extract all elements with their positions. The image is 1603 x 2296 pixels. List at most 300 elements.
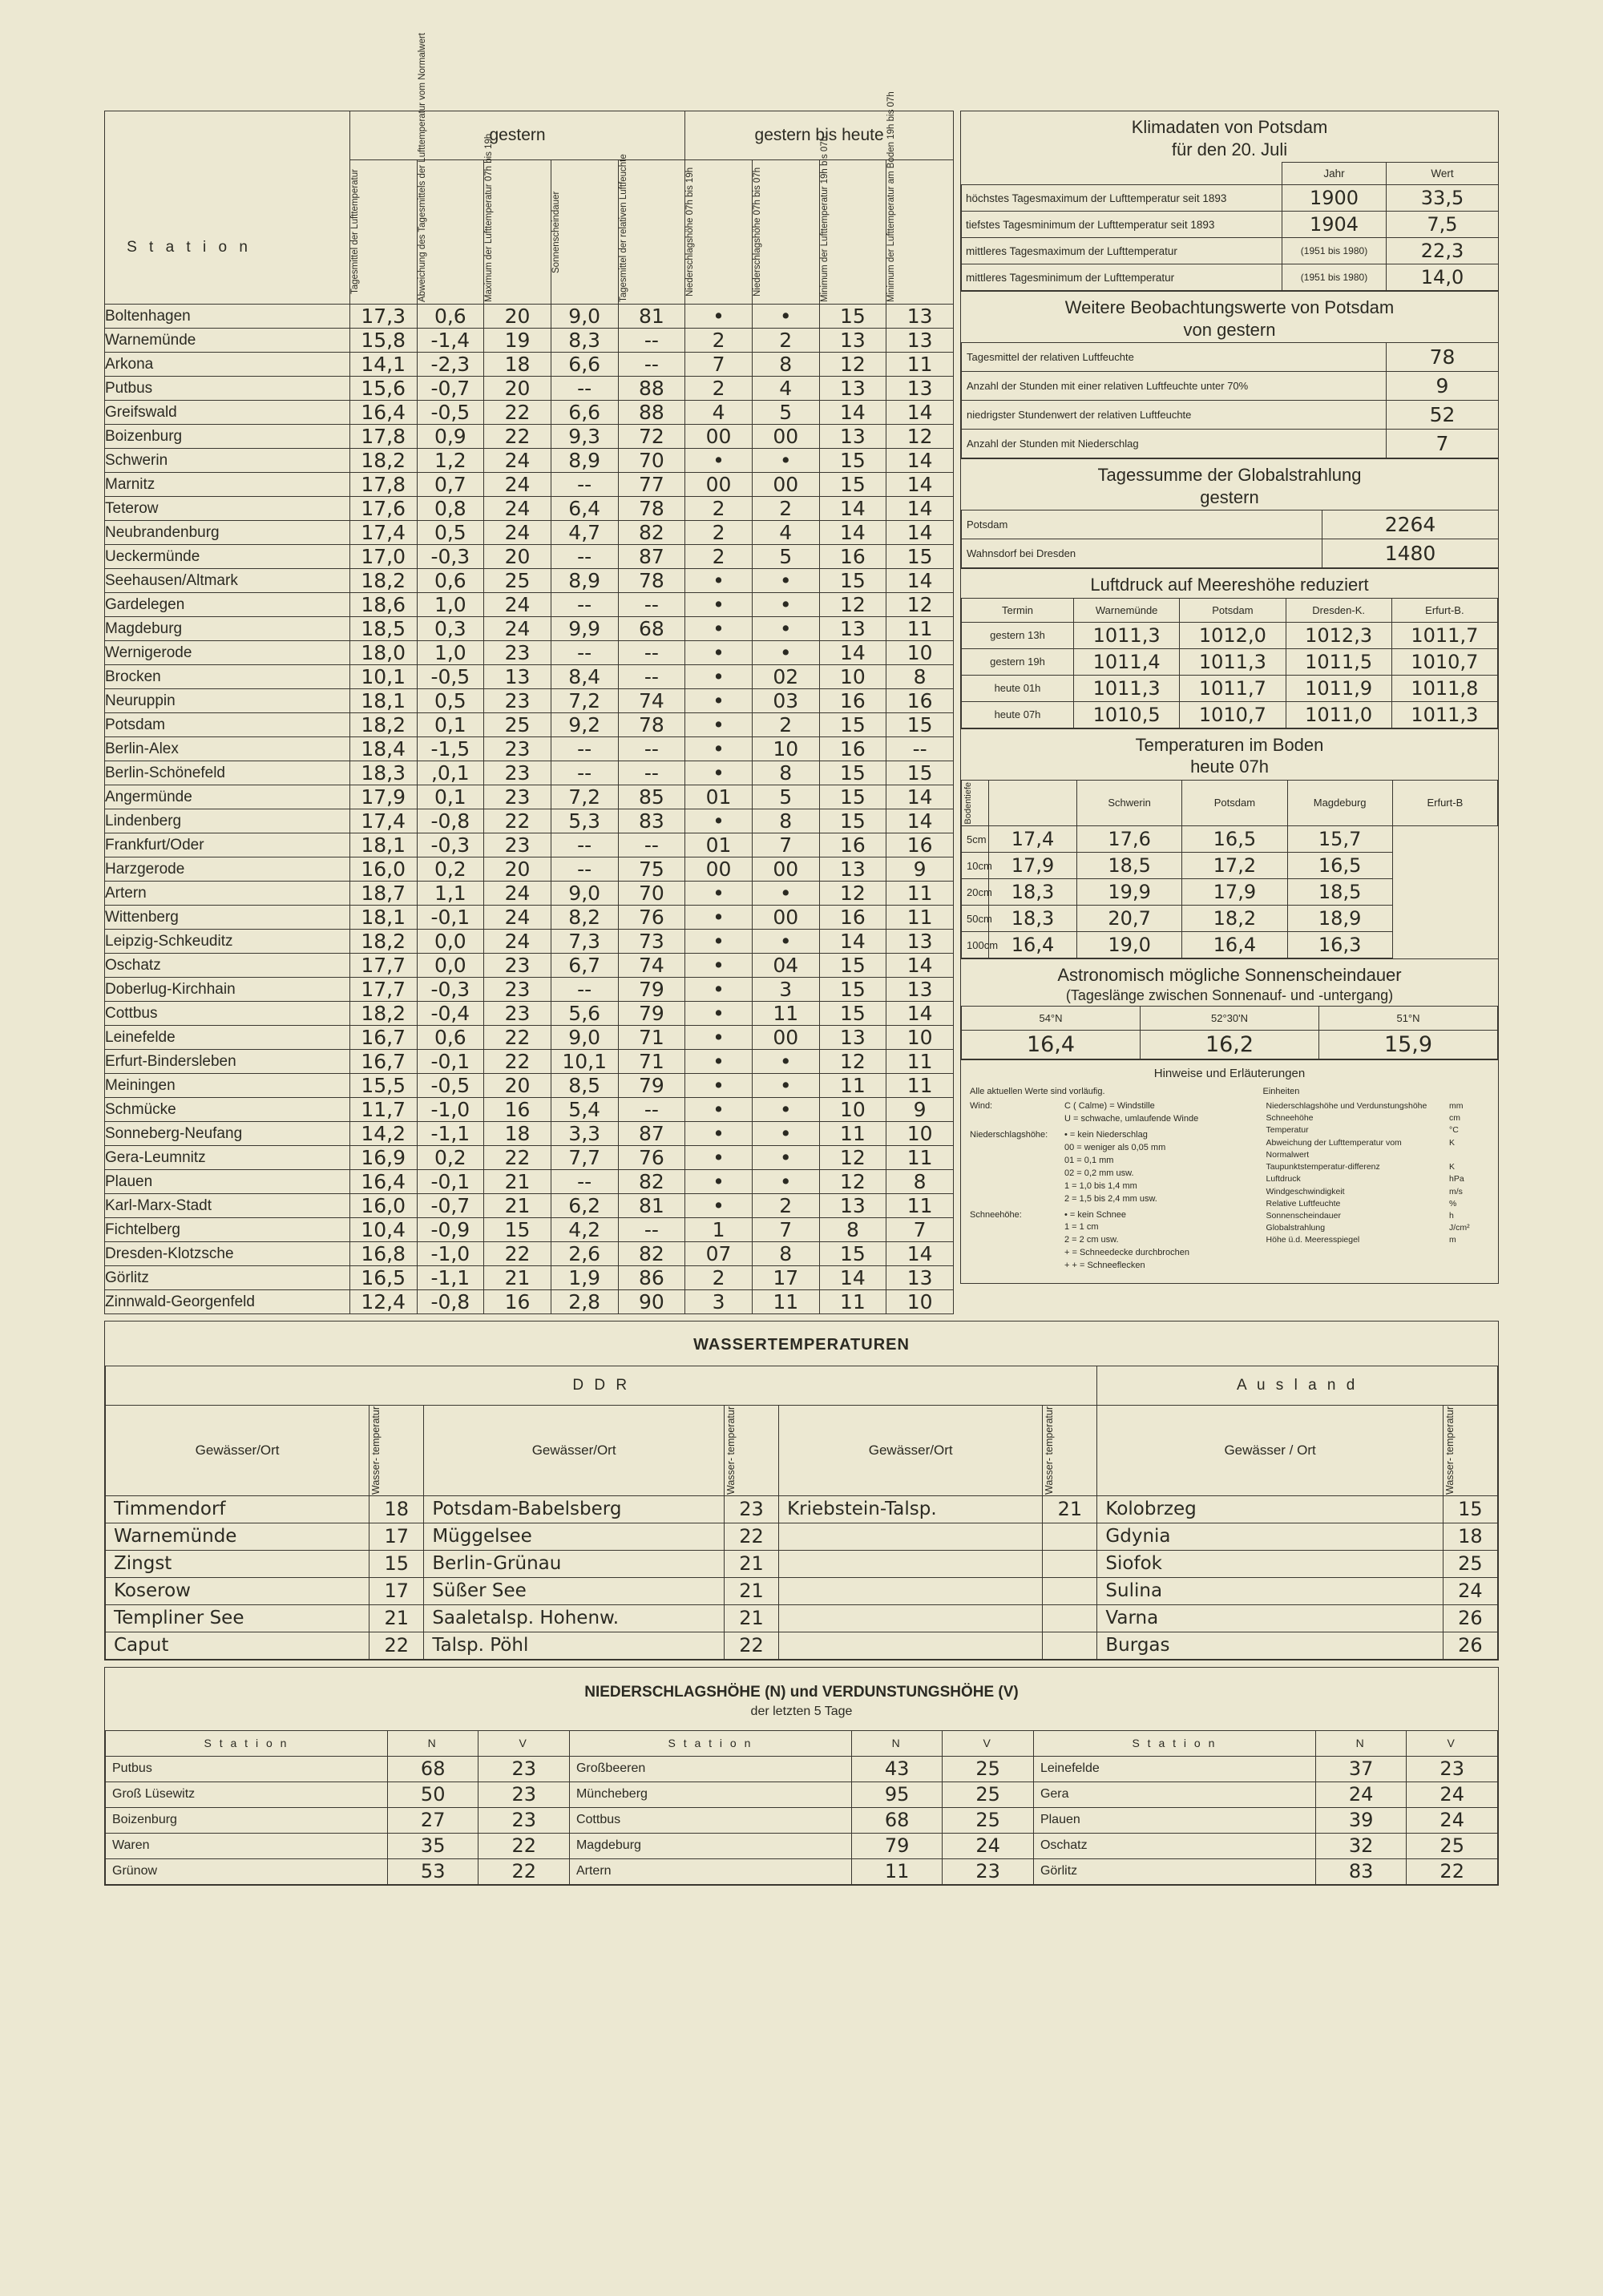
luftdruck-header-0: Termin (962, 598, 1074, 622)
cell-value-1: 0,2 (417, 1146, 484, 1170)
cell-value-1: -0,3 (417, 833, 484, 857)
prec-v-2: 24 (1407, 1807, 1498, 1833)
cell-value-2: 23 (484, 641, 551, 665)
prec-station-header-1: S t a t i o n (569, 1730, 851, 1756)
cell-value-8: 9 (886, 857, 954, 882)
weitere-value: 78 (1387, 343, 1499, 372)
table-row (105, 761, 954, 785)
table-row (105, 1074, 954, 1098)
unit-symbol: m (1449, 1235, 1456, 1245)
station-name: Marnitz (105, 473, 350, 497)
station-name: Karl-Marx-Stadt (105, 1194, 350, 1218)
station-column-label: S t a t i o n (127, 239, 252, 256)
column-header-6 (752, 160, 819, 305)
station-name: Schwerin (105, 449, 350, 473)
cell-value-5: • (685, 737, 753, 761)
table-row (105, 425, 954, 449)
water-place-2 (779, 1550, 1043, 1577)
cell-value-8: 15 (886, 761, 954, 785)
column-header-8 (886, 91, 954, 305)
weitere-table (961, 342, 1499, 458)
cell-value-2: 24 (484, 617, 551, 641)
hinweis-line: 2 = 2 cm usw. (1064, 1235, 1119, 1245)
water-temp-2 (1043, 1632, 1097, 1659)
table-row (105, 1218, 954, 1242)
water-place-0: Templiner See (106, 1604, 369, 1632)
cell-value-1: 0,6 (417, 1026, 484, 1050)
cell-value-8: 16 (886, 833, 954, 857)
boden-value-1: 20,7 (1077, 906, 1182, 932)
prec-v-1: 24 (943, 1833, 1034, 1858)
cell-value-5: • (685, 809, 753, 833)
prec-v-0: 22 (478, 1833, 570, 1858)
water-place-3: Siofok (1097, 1550, 1443, 1577)
prec-n-1: 43 (851, 1756, 943, 1782)
cell-value-6: 04 (752, 954, 819, 978)
cell-value-6: • (752, 930, 819, 954)
cell-value-3: 3,3 (551, 1122, 618, 1146)
cell-value-1: -0,9 (417, 1218, 484, 1242)
cell-value-6: 8 (752, 809, 819, 833)
table-row (105, 1266, 954, 1290)
sonne-title-line1: Astronomisch mögliche Sonnenscheindauer (1057, 965, 1402, 986)
cell-value-8: 11 (886, 1074, 954, 1098)
klima-wert: 33,5 (1387, 185, 1499, 212)
prec-n-1: 68 (851, 1807, 943, 1833)
cell-value-5: • (685, 569, 753, 593)
cell-value-7: 14 (819, 521, 886, 545)
cell-value-6: • (752, 641, 819, 665)
cell-value-1: 0,5 (417, 521, 484, 545)
hinweis-line: 02 = 0,2 mm usw. (1064, 1168, 1134, 1178)
cell-value-8: 14 (886, 1002, 954, 1026)
cell-value-7: 13 (819, 425, 886, 449)
klimadaten-table (961, 162, 1499, 291)
station-name: Greifswald (105, 401, 350, 425)
table-row (962, 238, 1499, 264)
cell-value-4: 85 (618, 785, 685, 809)
table-row (105, 809, 954, 833)
weather-report-sheet (104, 33, 1499, 2194)
luftdruck-value-0: 1011,4 (1074, 648, 1180, 675)
station-name: Plauen (105, 1170, 350, 1194)
cell-value-5: 7 (685, 353, 753, 377)
water-temp-0: 22 (369, 1632, 424, 1659)
cell-value-8: 13 (886, 305, 954, 329)
water-place-2 (779, 1577, 1043, 1604)
boden-depth: 5cm (962, 826, 989, 853)
cell-value-2: 16 (484, 1098, 551, 1122)
water-temp-1: 22 (724, 1523, 778, 1550)
prec-station-1: Magdeburg (569, 1833, 851, 1858)
unit-row-7 (1263, 1198, 1489, 1210)
column-header-5 (685, 160, 753, 305)
cell-value-5: • (685, 641, 753, 665)
klimadaten-title (961, 111, 1498, 162)
water-place-0: Caput (106, 1632, 369, 1659)
cell-value-6: • (752, 305, 819, 329)
water-temp-3: 25 (1443, 1550, 1497, 1577)
cell-value-4: 74 (618, 954, 685, 978)
water-place-1: Süßer See (424, 1577, 725, 1604)
cell-value-0: 14,2 (349, 1122, 417, 1146)
cell-value-8: 11 (886, 906, 954, 930)
prec-n-2: 37 (1315, 1756, 1407, 1782)
cell-value-8: 14 (886, 401, 954, 425)
cell-value-2: 18 (484, 1122, 551, 1146)
header-gestern-bis-heute: gestern bis heute (685, 111, 954, 160)
water-temp-0: 18 (369, 1495, 424, 1523)
cell-value-5: 2 (685, 545, 753, 569)
boden-value-3: 15,7 (1287, 826, 1392, 853)
cell-value-2: 20 (484, 1074, 551, 1098)
cell-value-7: 15 (819, 954, 886, 978)
prec-station-0: Boizenburg (106, 1807, 388, 1833)
table-row (105, 545, 954, 569)
unit-name: Sonnenscheindauer (1266, 1211, 1341, 1221)
cell-value-3: 9,0 (551, 882, 618, 906)
prec-n-0: 27 (387, 1807, 478, 1833)
cell-value-5: • (685, 761, 753, 785)
klima-jahr: (1951 bis 1980) (1282, 264, 1387, 291)
column-header-1 (417, 33, 484, 305)
boden-value-2: 17,2 (1182, 853, 1287, 879)
global-title-line1: Tagessumme der Globalstrahlung (1097, 465, 1362, 485)
hinweise-box (960, 1060, 1499, 1284)
cell-value-8: 10 (886, 1122, 954, 1146)
station-name: Angermünde (105, 785, 350, 809)
cell-value-5: 00 (685, 425, 753, 449)
table-row (106, 1833, 1498, 1858)
cell-value-3: 9,3 (551, 425, 618, 449)
cell-value-3: 8,2 (551, 906, 618, 930)
luftdruck-termin: gestern 13h (962, 622, 1074, 648)
cell-value-5: • (685, 906, 753, 930)
water-col-header-1: Gewässer/Ort (424, 1406, 725, 1496)
klima-label: mittleres Tagesmaximum der Lufttemperatur (962, 238, 1282, 264)
luftdruck-value-1: 1010,7 (1180, 701, 1286, 728)
cell-value-5: • (685, 1026, 753, 1050)
cell-value-4: -- (618, 593, 685, 617)
cell-value-4: -- (618, 329, 685, 353)
weitere-label: Anzahl der Stunden mit Niederschlag (962, 430, 1387, 458)
cell-value-2: 24 (484, 449, 551, 473)
table-row (106, 1523, 1498, 1550)
cell-value-8: 12 (886, 593, 954, 617)
cell-value-7: 12 (819, 1050, 886, 1074)
wassertemperaturen-section (104, 1321, 1499, 1660)
cell-value-3: 8,4 (551, 665, 618, 689)
column-header-0 (349, 160, 417, 305)
station-name: Arkona (105, 353, 350, 377)
cell-value-4: 70 (618, 882, 685, 906)
water-temp-3: 26 (1443, 1604, 1497, 1632)
cell-value-7: 10 (819, 1098, 886, 1122)
cell-value-8: 16 (886, 689, 954, 713)
cell-value-6: 7 (752, 1218, 819, 1242)
sonne-header-2: 51°N (1319, 1007, 1498, 1031)
cell-value-6: • (752, 1170, 819, 1194)
cell-value-7: 10 (819, 665, 886, 689)
water-temp-header-1: Wasser- temperatur (724, 1406, 778, 1496)
cell-value-0: 18,1 (349, 906, 417, 930)
table-row (105, 473, 954, 497)
sonne-value-1: 16,2 (1141, 1031, 1319, 1059)
station-name: Neuruppin (105, 689, 350, 713)
water-temp-2 (1043, 1550, 1097, 1577)
cell-value-6: 4 (752, 377, 819, 401)
cell-value-7: 15 (819, 809, 886, 833)
niederschlag-table (105, 1730, 1498, 1885)
water-place-3: Sulina (1097, 1577, 1443, 1604)
table-row (105, 689, 954, 713)
cell-value-6: • (752, 1146, 819, 1170)
table-row (105, 353, 954, 377)
cell-value-3: 7,2 (551, 785, 618, 809)
klima-col-jahr: Jahr (1282, 163, 1387, 185)
prec-n-1: 79 (851, 1833, 943, 1858)
klimadaten-title-line1: Klimadaten von Potsdam (1131, 117, 1328, 137)
cell-value-1: -0,1 (417, 906, 484, 930)
table-row (105, 665, 954, 689)
water-place-0: Warnemünde (106, 1523, 369, 1550)
cell-value-2: 16 (484, 1290, 551, 1314)
cell-value-7: 14 (819, 641, 886, 665)
cell-value-4: -- (618, 353, 685, 377)
water-place-2: Kriebstein-Talsp. (779, 1495, 1043, 1523)
sonnenscheindauer-box (960, 959, 1499, 1060)
station-name: Magdeburg (105, 617, 350, 641)
cell-value-4: -- (618, 737, 685, 761)
cell-value-1: -0,7 (417, 1194, 484, 1218)
cell-value-0: 16,4 (349, 1170, 417, 1194)
wassertemperaturen-table (105, 1366, 1498, 1660)
cell-value-1: -0,8 (417, 1290, 484, 1314)
cell-value-5: • (685, 978, 753, 1002)
cell-value-6: • (752, 593, 819, 617)
hinweis-line: 1 = 1 cm (1064, 1222, 1099, 1233)
cell-value-7: 15 (819, 761, 886, 785)
cell-value-3: -- (551, 761, 618, 785)
table-row (105, 1050, 954, 1074)
cell-value-1: -0,8 (417, 809, 484, 833)
weitere-box (960, 292, 1499, 459)
cell-value-4: 71 (618, 1050, 685, 1074)
table-row (105, 833, 954, 857)
column-header-label: Abweichung des Tagesmittels der Lufttemperatur vom Normalwert (417, 33, 427, 302)
cell-value-1: -1,0 (417, 1242, 484, 1266)
cell-value-8: 13 (886, 377, 954, 401)
cell-value-7: 16 (819, 545, 886, 569)
unit-row-6 (1263, 1186, 1489, 1198)
cell-value-5: • (685, 713, 753, 737)
table-row (105, 401, 954, 425)
cell-value-6: 8 (752, 1242, 819, 1266)
boden-header-1: Potsdam (1182, 780, 1287, 826)
hinweis-line: 1 = 1,0 bis 1,4 mm (1064, 1180, 1137, 1191)
cell-value-7: 16 (819, 737, 886, 761)
boden-title-line2: heute 07h (1190, 757, 1269, 777)
luftdruck-value-0: 1010,5 (1074, 701, 1180, 728)
prec-station-2: Gera (1033, 1782, 1315, 1807)
unit-name: Abweichung der Lufttemperatur vom Normalwert (1266, 1137, 1402, 1160)
global-value: 2264 (1322, 510, 1499, 539)
prec-v-1: 25 (943, 1782, 1034, 1807)
cell-value-7: 15 (819, 305, 886, 329)
boden-value-0: 17,4 (989, 826, 1077, 853)
cell-value-6: 11 (752, 1002, 819, 1026)
hinweis-group-0 (970, 1100, 1258, 1126)
cell-value-4: -- (618, 641, 685, 665)
unit-symbol: cm (1449, 1113, 1460, 1124)
table-row (105, 978, 954, 1002)
cell-value-4: 82 (618, 1170, 685, 1194)
klima-jahr: (1951 bis 1980) (1282, 238, 1387, 264)
cell-value-3: -- (551, 593, 618, 617)
weitere-value: 9 (1387, 372, 1499, 401)
luftdruck-value-2: 1011,5 (1286, 648, 1391, 675)
weitere-label: Tagesmittel der relativen Luftfeuchte (962, 343, 1387, 372)
luftdruck-header-3: Dresden-K. (1286, 598, 1391, 622)
cell-value-3: 2,8 (551, 1290, 618, 1314)
cell-value-4: 78 (618, 713, 685, 737)
cell-value-1: 0,5 (417, 689, 484, 713)
cell-value-7: 12 (819, 1146, 886, 1170)
water-place-1: Müggelsee (424, 1523, 725, 1550)
cell-value-0: 18,2 (349, 569, 417, 593)
column-header-label: Minimum der Lufttemperatur am Boden 19h bis 07h (886, 91, 897, 302)
cell-value-7: 16 (819, 833, 886, 857)
water-place-0: Timmendorf (106, 1495, 369, 1523)
luftdruck-value-1: 1011,3 (1180, 648, 1286, 675)
prec-station-0: Putbus (106, 1756, 388, 1782)
top-section (104, 33, 1499, 1314)
cell-value-2: 15 (484, 1218, 551, 1242)
cell-value-4: 78 (618, 569, 685, 593)
cell-value-3: 6,6 (551, 401, 618, 425)
water-temp-2 (1043, 1604, 1097, 1632)
cell-value-2: 23 (484, 954, 551, 978)
cell-value-3: -- (551, 978, 618, 1002)
cell-value-8: 11 (886, 1194, 954, 1218)
cell-value-7: 16 (819, 689, 886, 713)
water-temp-2 (1043, 1523, 1097, 1550)
cell-value-4: 77 (618, 473, 685, 497)
table-row (962, 264, 1499, 291)
cell-value-6: • (752, 1050, 819, 1074)
station-name: Neubrandenburg (105, 521, 350, 545)
hinweis-line: U = schwache, umlaufende Winde (1064, 1113, 1199, 1124)
cell-value-7: 13 (819, 377, 886, 401)
global-label: Wahnsdorf bei Dresden (962, 539, 1322, 568)
cell-value-7: 14 (819, 401, 886, 425)
globalstrahlung-box (960, 459, 1499, 569)
unit-symbol: hPa (1449, 1174, 1464, 1184)
luftdruck-termin: heute 07h (962, 701, 1074, 728)
cell-value-5: 07 (685, 1242, 753, 1266)
hinweis-line: • = kein Schnee (1064, 1209, 1126, 1220)
global-label: Potsdam (962, 510, 1322, 539)
cell-value-5: 2 (685, 329, 753, 353)
klima-label: höchstes Tagesmaximum der Lufttemperatur seit 1893 (962, 185, 1282, 212)
cell-value-7: 8 (819, 1218, 886, 1242)
cell-value-2: 24 (484, 906, 551, 930)
cell-value-6: • (752, 1074, 819, 1098)
cell-value-4: 81 (618, 305, 685, 329)
cell-value-2: 23 (484, 689, 551, 713)
station-name: Putbus (105, 377, 350, 401)
unit-symbol: h (1449, 1211, 1454, 1221)
water-place-3: Kolobrzeg (1097, 1495, 1443, 1523)
prec-v-2: 22 (1407, 1858, 1498, 1884)
wasser-title: WASSERTEMPERATUREN (693, 1336, 910, 1354)
hinweis-lines (1064, 1209, 1189, 1273)
cell-value-4: 82 (618, 1242, 685, 1266)
bodentemperatur-table (961, 780, 1498, 959)
cell-value-0: 10,1 (349, 665, 417, 689)
cell-value-0: 17,4 (349, 809, 417, 833)
cell-value-2: 20 (484, 857, 551, 882)
cell-value-5: • (685, 1074, 753, 1098)
luftdruck-value-2: 1011,0 (1286, 701, 1391, 728)
hinweis-line: • = kein Niederschlag (1064, 1129, 1148, 1140)
luftdruck-value-1: 1011,7 (1180, 675, 1286, 701)
globalstrahlung-table (961, 510, 1499, 568)
table-row (105, 497, 954, 521)
cell-value-2: 23 (484, 978, 551, 1002)
hinweis-lines (1064, 1100, 1198, 1126)
prec-station-1: Müncheberg (569, 1782, 851, 1807)
cell-value-2: 22 (484, 1146, 551, 1170)
klima-label: mittleres Tagesminimum der Lufttemperatur (962, 264, 1282, 291)
cell-value-2: 22 (484, 1026, 551, 1050)
cell-value-6: 7 (752, 833, 819, 857)
prec-n-2: 39 (1315, 1807, 1407, 1833)
cell-value-2: 19 (484, 329, 551, 353)
boden-value-3: 16,5 (1287, 853, 1392, 879)
cell-value-1: 0,6 (417, 569, 484, 593)
cell-value-7: 15 (819, 785, 886, 809)
cell-value-2: 23 (484, 833, 551, 857)
table-row (962, 648, 1498, 675)
cell-value-2: 20 (484, 545, 551, 569)
table-row (105, 593, 954, 617)
cell-value-7: 12 (819, 1170, 886, 1194)
prec-station-0: Grünow (106, 1858, 388, 1884)
cell-value-0: 18,6 (349, 593, 417, 617)
station-name: Berlin-Schönefeld (105, 761, 350, 785)
weitere-label: niedrigster Stundenwert der relativen Luftfeuchte (962, 401, 1387, 430)
cell-value-5: • (685, 954, 753, 978)
cell-value-6: 2 (752, 497, 819, 521)
water-place-1: Talsp. Pöhl (424, 1632, 725, 1659)
water-temp-0: 15 (369, 1550, 424, 1577)
water-temp-1: 21 (724, 1550, 778, 1577)
column-header-label: Niederschlagshöhe 07h bis 19h (685, 167, 696, 297)
niederschlag-section (104, 1667, 1499, 1886)
cell-value-0: 17,7 (349, 978, 417, 1002)
water-place-2 (779, 1632, 1043, 1659)
cell-value-3: -- (551, 473, 618, 497)
cell-value-1: -0,4 (417, 1002, 484, 1026)
unit-name: Globalstrahlung (1266, 1223, 1326, 1233)
wasser-region-ddr: D D R (106, 1366, 1097, 1406)
cell-value-3: 9,0 (551, 305, 618, 329)
table-row (962, 185, 1499, 212)
unit-symbol: J/cm² (1449, 1223, 1470, 1233)
cell-value-7: 16 (819, 906, 886, 930)
cell-value-8: 13 (886, 978, 954, 1002)
